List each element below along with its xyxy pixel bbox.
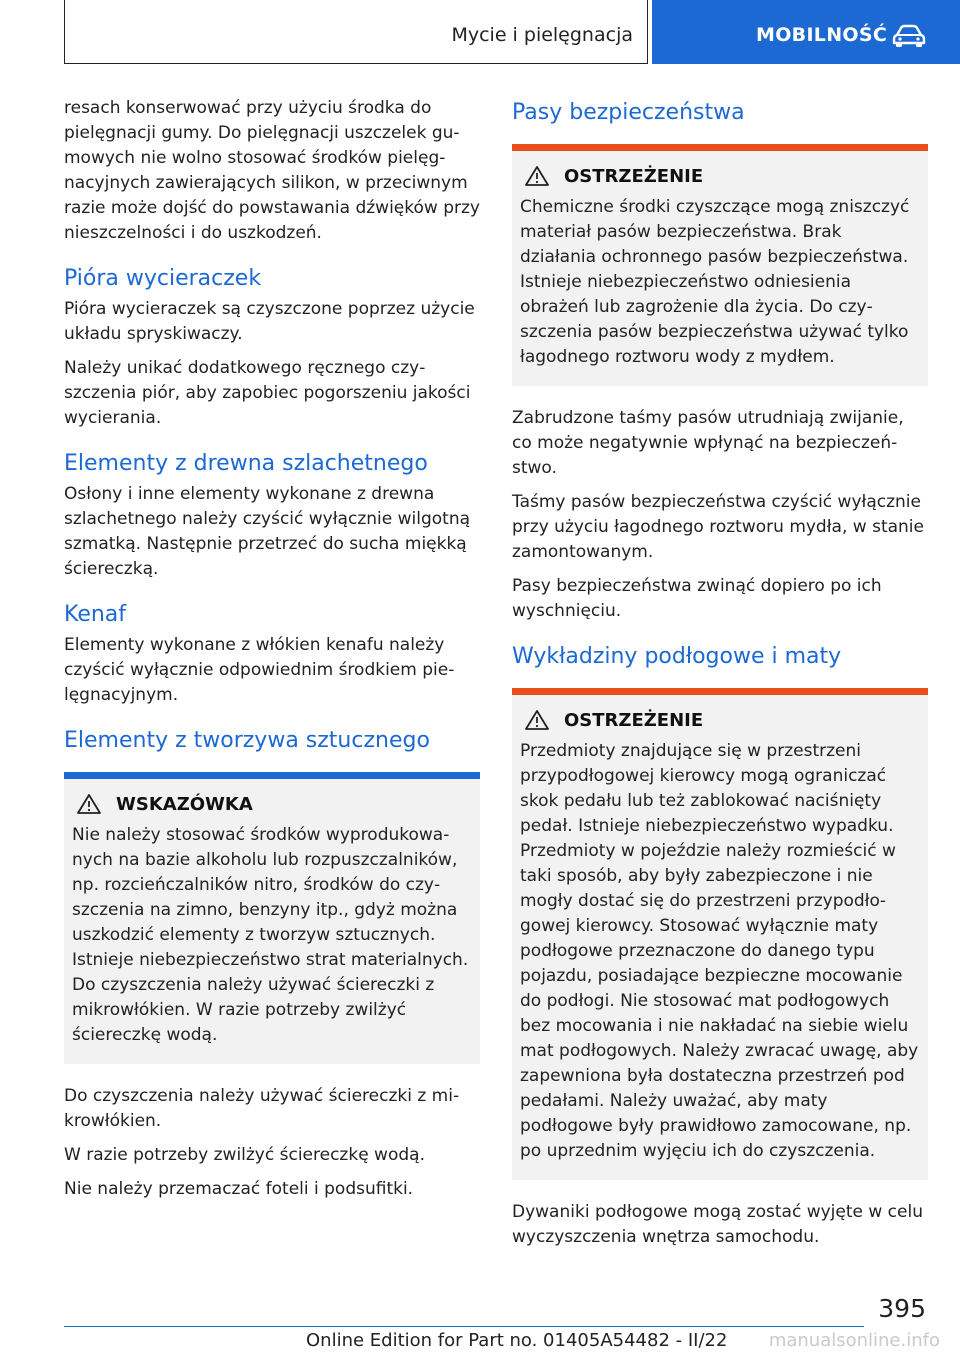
paragraph-plastic-2: W razie potrzeby zwilżyć ściereczkę wodą. bbox=[64, 1145, 425, 1165]
warning-callout-mats bbox=[512, 688, 928, 1180]
left-column bbox=[64, 96, 480, 1211]
heading-wood-elements: Elementy z drewna szlachetnego bbox=[64, 451, 428, 476]
warning-text: Chemiczne środki czyszczące mogą zniszczyć materiał pasów bezpieczeństwa. Brak działania ochronnego pasów bezpieczeństwa. Istnieje niebezpieczeństwo odniesienia obrażeń lub zagrożenie dla życia. Do czyszczenia pasów bezpieczeństwa używać tylko łagodnego roztworu wody z mydłem. bbox=[520, 197, 910, 367]
paragraph-belts-1: Zabrudzone taśmy pasów utrudniają zwijanie, co może negatywnie wpłynąć na bezpieczeństwo. bbox=[512, 408, 904, 478]
warning-title: OSTRZEŻENIE bbox=[564, 709, 704, 731]
heading-kenaf: Kenaf bbox=[64, 602, 127, 627]
footer-edition: Online Edition for Part no. 01405A54482 - II/22 bbox=[306, 1330, 728, 1351]
note-text: Nie należy stosować środków wyprodukowanych na bazie alkoholu lub rozpuszczalników, np. rozcieńczalników nitro, środków do czyszczenia na zimno, benzyny itp., gdyż można uszkodzić elementy z tworzyw sztucznych. Istnieje niebezpieczeństwo strat materialnych. Do czyszczenia należy używać ściereczki z mikrowłókien. W razie potrzeby zwilżyć ściereczkę wodą. bbox=[72, 825, 469, 1045]
right-column bbox=[512, 96, 928, 1259]
paragraph-plastic-1: Do czyszczenia należy używać ściereczki z mikrowłókien. bbox=[64, 1086, 460, 1131]
warning-callout-belts bbox=[512, 144, 928, 386]
heading-plastic-elements: Elementy z tworzywa sztucznego bbox=[64, 728, 430, 753]
note-callout-bar bbox=[64, 772, 480, 779]
paragraph-belts-3: Pasy bezpieczeństwa zwinąć dopiero po ich wyschnięciu. bbox=[512, 576, 882, 621]
heading-seat-belts: Pasy bezpieczeństwa bbox=[512, 100, 745, 125]
footer-divider bbox=[64, 1326, 864, 1327]
paragraph-plastic-3: Nie należy przemaczać foteli i podsufitki. bbox=[64, 1179, 414, 1199]
paragraph-kenaf: Elementy wykonane z włókien kenafu należy czyścić wyłącznie odpowiednim środkiem pielęgnacyjnym. bbox=[64, 635, 455, 705]
warning-title: OSTRZEŻENIE bbox=[564, 165, 704, 187]
watermark: manualsonline.info bbox=[768, 1330, 940, 1351]
paragraph-mats: Dywaniki podłogowe mogą zostać wyjęte w celu wyczyszczenia wnętrza samochodu. bbox=[512, 1202, 923, 1247]
header-chapter-title: MOBILNOŚĆ bbox=[756, 24, 888, 46]
paragraph-rubber-seals: resach konserwować przy użyciu środka do pielęgnacji gumy. Do pielęgnacji uszczelek gumowych nie wolno stosować środków pielęgnacyjnych zawierających silikon, w przeciwnym razie może dojść do powstawania dźwięków przy nieszczelności i do uszkodzeń. bbox=[64, 98, 480, 243]
note-callout bbox=[64, 772, 480, 1064]
paragraph-belts-2: Taśmy pasów bezpieczeństwa czyścić wyłącznie przy użyciu łagodnego roztworu mydła, w stanie zamontowanym. bbox=[512, 492, 924, 562]
warning-triangle-icon bbox=[76, 793, 102, 815]
paragraph-wood: Osłony i inne elementy wykonane z drewna szlachetnego należy czyścić wyłącznie wilgotną szmatką. Następnie przetrzeć do sucha miękką ściereczką. bbox=[64, 484, 471, 579]
car-icon bbox=[892, 24, 926, 48]
heading-wiper-blades: Pióra wycieraczek bbox=[64, 266, 262, 291]
warning-callout-bar bbox=[512, 688, 928, 695]
warning-text: Przedmioty znajdujące się w przestrzeni przypodłogowej kierowcy mogą ograniczać skok pedału lub też zablokować naciśnięty pedał. Istnieje niebezpieczeństwo wypadku. Przedmioty w pojeździe należy rozmieścić w taki sposób, aby były zabezpieczone i nie mogły dostać się do przestrzeni przypodłogowej kierowcy. Stosować wyłącznie maty podłogowe przeznaczone do danego typu pojazdu, posiadające bezpieczne mocowanie do podłogi. Nie stosować mat podłogowych bez mocowania i nie nakładać na siebie wielu mat podłogowych. Należy zwracać uwagę, aby zapewniona była dostateczna przestrzeń pod pedałami. Należy uważać, aby maty podłogowe były prawidłowo zamocowane, np. po uprzednim wyjęciu ich do czyszczenia. bbox=[520, 741, 919, 1161]
header-section-title: Mycie i pielęgnacja bbox=[451, 24, 633, 46]
header-chapter-box bbox=[652, 0, 960, 64]
header-section-box bbox=[64, 0, 648, 64]
page-number: 395 bbox=[878, 1294, 926, 1323]
warning-triangle-icon bbox=[524, 709, 550, 731]
note-title: WSKAZÓWKA bbox=[116, 793, 253, 815]
paragraph-wipers-1: Pióra wycieraczek są czyszczone poprzez użycie układu spryskiwaczy. bbox=[64, 299, 475, 344]
warning-callout-bar bbox=[512, 144, 928, 151]
warning-triangle-icon bbox=[524, 165, 550, 187]
heading-floor-mats: Wykładziny podłogowe i maty bbox=[512, 644, 842, 669]
paragraph-wipers-2: Należy unikać dodatkowego ręcznego czyszczenia piór, aby zapobiec pogorszeniu jakości wycierania. bbox=[64, 358, 471, 428]
